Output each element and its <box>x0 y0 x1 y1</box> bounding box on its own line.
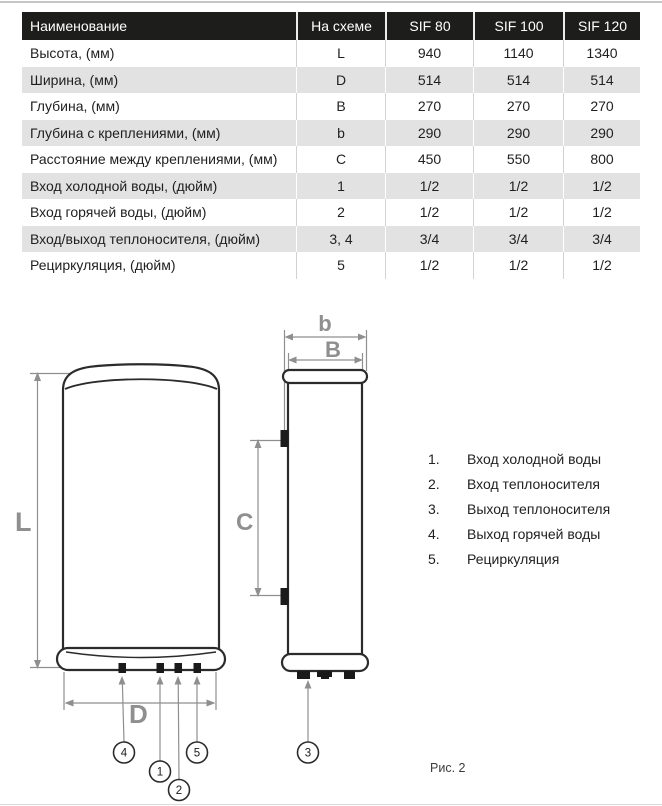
column-header-scheme: На схеме <box>296 12 385 40</box>
table-cell: 1/2 <box>473 199 563 226</box>
dimension-label-D: D <box>129 699 148 729</box>
legend-item <box>428 471 610 496</box>
legend-label: Вход холодной воды <box>467 450 602 467</box>
table-cell: 1 <box>296 173 385 200</box>
table-cell: 514 <box>563 67 640 94</box>
svg-text:5: 5 <box>193 747 201 760</box>
column-header-sif120: SIF 120 <box>563 12 640 40</box>
table-cell: 290 <box>563 120 640 147</box>
legend-number: 4. <box>428 525 440 542</box>
legend-label: Выход горячей воды <box>467 525 601 542</box>
table-cell: Глубина с креплениями, (мм) <box>22 120 296 147</box>
legend-item <box>428 521 610 546</box>
legend-item <box>428 446 610 471</box>
table-cell: 1340 <box>563 40 640 67</box>
table-cell: Расстояние между креплениями, (мм) <box>22 146 296 173</box>
table-cell: 1/2 <box>385 199 473 226</box>
table-cell: Высота, (мм) <box>22 40 296 67</box>
callout-circle-2 <box>169 780 190 801</box>
table-cell: 1/2 <box>473 252 563 279</box>
table-cell: Глубина, (мм) <box>22 93 296 120</box>
legend-number: 2. <box>428 475 440 492</box>
dimension-label-C: C <box>236 509 254 536</box>
table-cell: 270 <box>563 93 640 120</box>
legend-item <box>428 546 610 571</box>
table-cell: 514 <box>473 67 563 94</box>
column-header-sif100: SIF 100 <box>473 12 563 40</box>
legend-number: 3. <box>428 500 440 517</box>
table-cell: 2 <box>296 199 385 226</box>
side-view-tank <box>281 370 369 679</box>
table-cell: 290 <box>385 120 473 147</box>
table-cell: 450 <box>385 146 473 173</box>
callout-circle-1 <box>150 761 171 782</box>
table-cell: 1/2 <box>563 199 640 226</box>
dimension-label-B: B <box>325 337 341 362</box>
callout-circles <box>114 742 319 801</box>
table-cell: 270 <box>385 93 473 120</box>
table-cell: 1/2 <box>385 252 473 279</box>
table-cell: 3, 4 <box>296 226 385 253</box>
callout-circle-5 <box>187 742 208 763</box>
svg-text:3: 3 <box>304 747 312 760</box>
table-cell: 800 <box>563 146 640 173</box>
legend-label: Выход теплоносителя <box>467 500 611 517</box>
table-cell: b <box>296 120 385 147</box>
column-header-sif80: SIF 80 <box>385 12 473 40</box>
dimension-spacing-C <box>250 439 283 597</box>
legend-number: 5. <box>428 550 440 567</box>
dimension-label-L: L <box>15 507 32 537</box>
table-cell: Рециркуляция, (дюйм) <box>22 252 296 279</box>
table-cell: 1/2 <box>473 173 563 200</box>
page-bottom-border <box>0 804 662 805</box>
side-connection-nipples <box>297 671 355 679</box>
table-cell: 1140 <box>473 40 563 67</box>
table-cell: D <box>296 67 385 94</box>
table-cell: 3/4 <box>473 226 563 253</box>
table-cell: 550 <box>473 146 563 173</box>
callout-circle-3 <box>298 742 319 763</box>
legend-number: 1. <box>428 450 440 467</box>
front-view-tank <box>57 364 225 673</box>
table-cell: 514 <box>385 67 473 94</box>
figure-caption: Рис. 2 <box>430 761 466 775</box>
table-cell: Вход горячей воды, (дюйм) <box>22 199 296 226</box>
svg-text:4: 4 <box>120 747 128 760</box>
table-cell: L <box>296 40 385 67</box>
table-cell: C <box>296 146 385 173</box>
table-cell: 290 <box>473 120 563 147</box>
table-cell: 3/4 <box>563 226 640 253</box>
callout-circle-4 <box>114 742 135 763</box>
table-cell: 940 <box>385 40 473 67</box>
svg-text:2: 2 <box>175 785 183 797</box>
table-cell: 1/2 <box>563 252 640 279</box>
svg-text:1: 1 <box>156 766 164 779</box>
connections-legend <box>428 446 610 571</box>
legend-label: Вход теплоносителя <box>467 475 600 492</box>
table-cell: 270 <box>473 93 563 120</box>
table-cell: B <box>296 93 385 120</box>
table-cell: Вход холодной воды, (дюйм) <box>22 173 296 200</box>
dimension-label-b: b <box>318 311 332 336</box>
legend-label: Рециркуляция <box>467 550 560 567</box>
table-cell: 5 <box>296 252 385 279</box>
table-cell: 1/2 <box>385 173 473 200</box>
table-cell: 3/4 <box>385 226 473 253</box>
table-cell: Вход/выход теплоносителя, (дюйм) <box>22 226 296 253</box>
table-cell: 1/2 <box>563 173 640 200</box>
table-cell: Ширина, (мм) <box>22 67 296 94</box>
legend-item <box>428 496 610 521</box>
column-header-name: Наименование <box>22 12 296 40</box>
